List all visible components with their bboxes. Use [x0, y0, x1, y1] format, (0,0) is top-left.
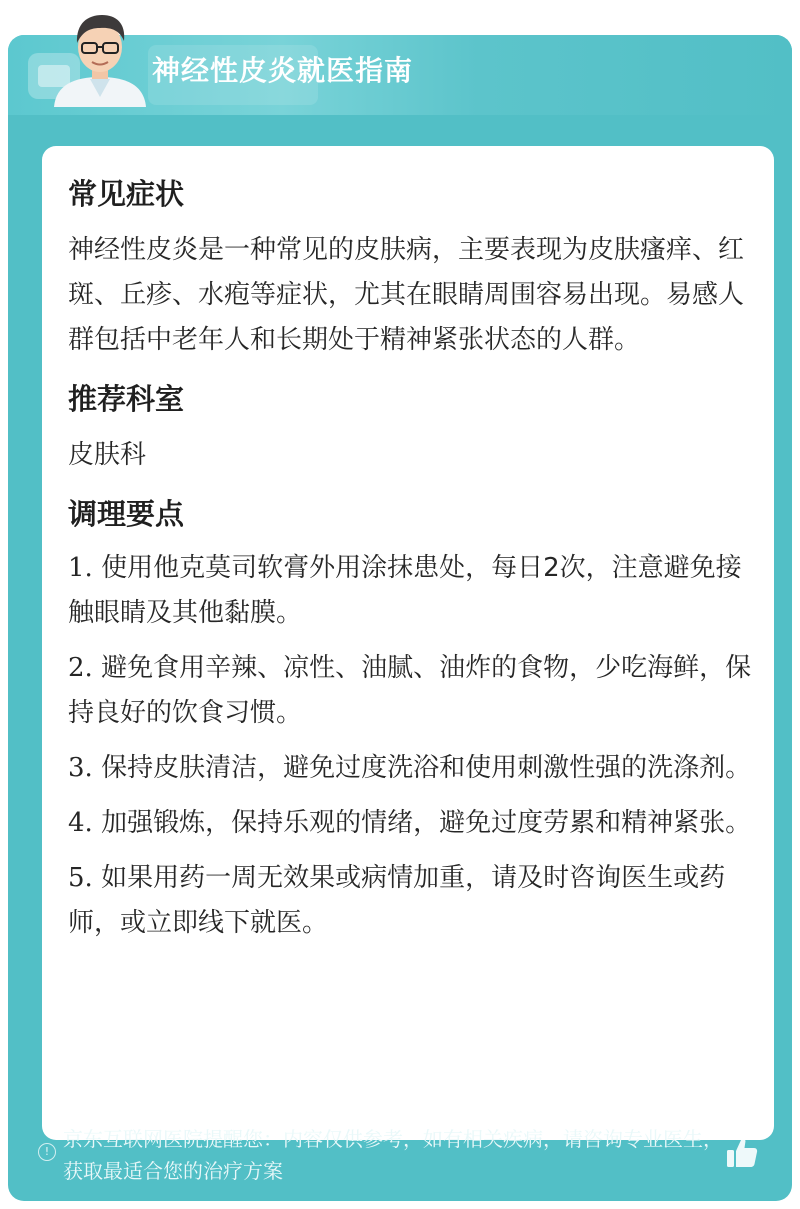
doctor-avatar	[46, 4, 154, 110]
care-item	[68, 646, 758, 736]
footer	[8, 1123, 792, 1201]
care-item	[68, 856, 758, 946]
item-text: 避免食用辛辣、凉性、油腻、油炸的食物，少吃海鲜，保持良好的饮食习惯。	[68, 653, 752, 728]
symptoms-text: 神经性皮炎是一种常见的皮肤病，主要表现为皮肤瘙痒、红斑、丘疹、水疱等症状，尤其在眼睛周围容易出现。易感人群包括中老年人和长期处于精神紧张状态的人群。	[68, 235, 745, 355]
thumbs-up-icon[interactable]	[724, 1135, 760, 1171]
item-number: 2.	[68, 653, 93, 683]
department-text: 皮肤科	[68, 440, 147, 470]
content-card	[42, 146, 774, 1140]
section-title-care: 调理要点	[68, 497, 185, 531]
disclaimer-text: 京东互联网医院提醒您：内容仅供参考，如有相关疾病，请咨询专业医生，获取最适合您的治疗方案	[63, 1127, 723, 1183]
item-text: 使用他克莫司软膏外用涂抹患处，每日2次，注意避免接触眼睛及其他黏膜。	[68, 553, 742, 628]
info-icon: !	[38, 1143, 56, 1161]
item-text: 保持皮肤清洁，避免过度洗浴和使用刺激性强的洗涤剂。	[101, 753, 752, 783]
care-item	[68, 801, 758, 846]
item-number: 4.	[68, 808, 93, 838]
guide-frame	[8, 35, 792, 1201]
item-number: 3.	[68, 753, 93, 783]
item-text: 加强锻炼，保持乐观的情绪，避免过度劳累和精神紧张。	[101, 808, 752, 838]
item-text: 如果用药一周无效果或病情加重，请及时咨询医生或药师，或立即线下就医。	[68, 863, 726, 938]
section-title-department: 推荐科室	[68, 382, 185, 416]
page-title: 神经性皮炎就医指南	[152, 54, 414, 87]
item-number: 5.	[68, 863, 93, 893]
section-title-symptoms: 常见症状	[68, 177, 185, 211]
care-item	[68, 746, 758, 791]
care-item	[68, 546, 758, 636]
item-number: 1.	[68, 553, 93, 583]
